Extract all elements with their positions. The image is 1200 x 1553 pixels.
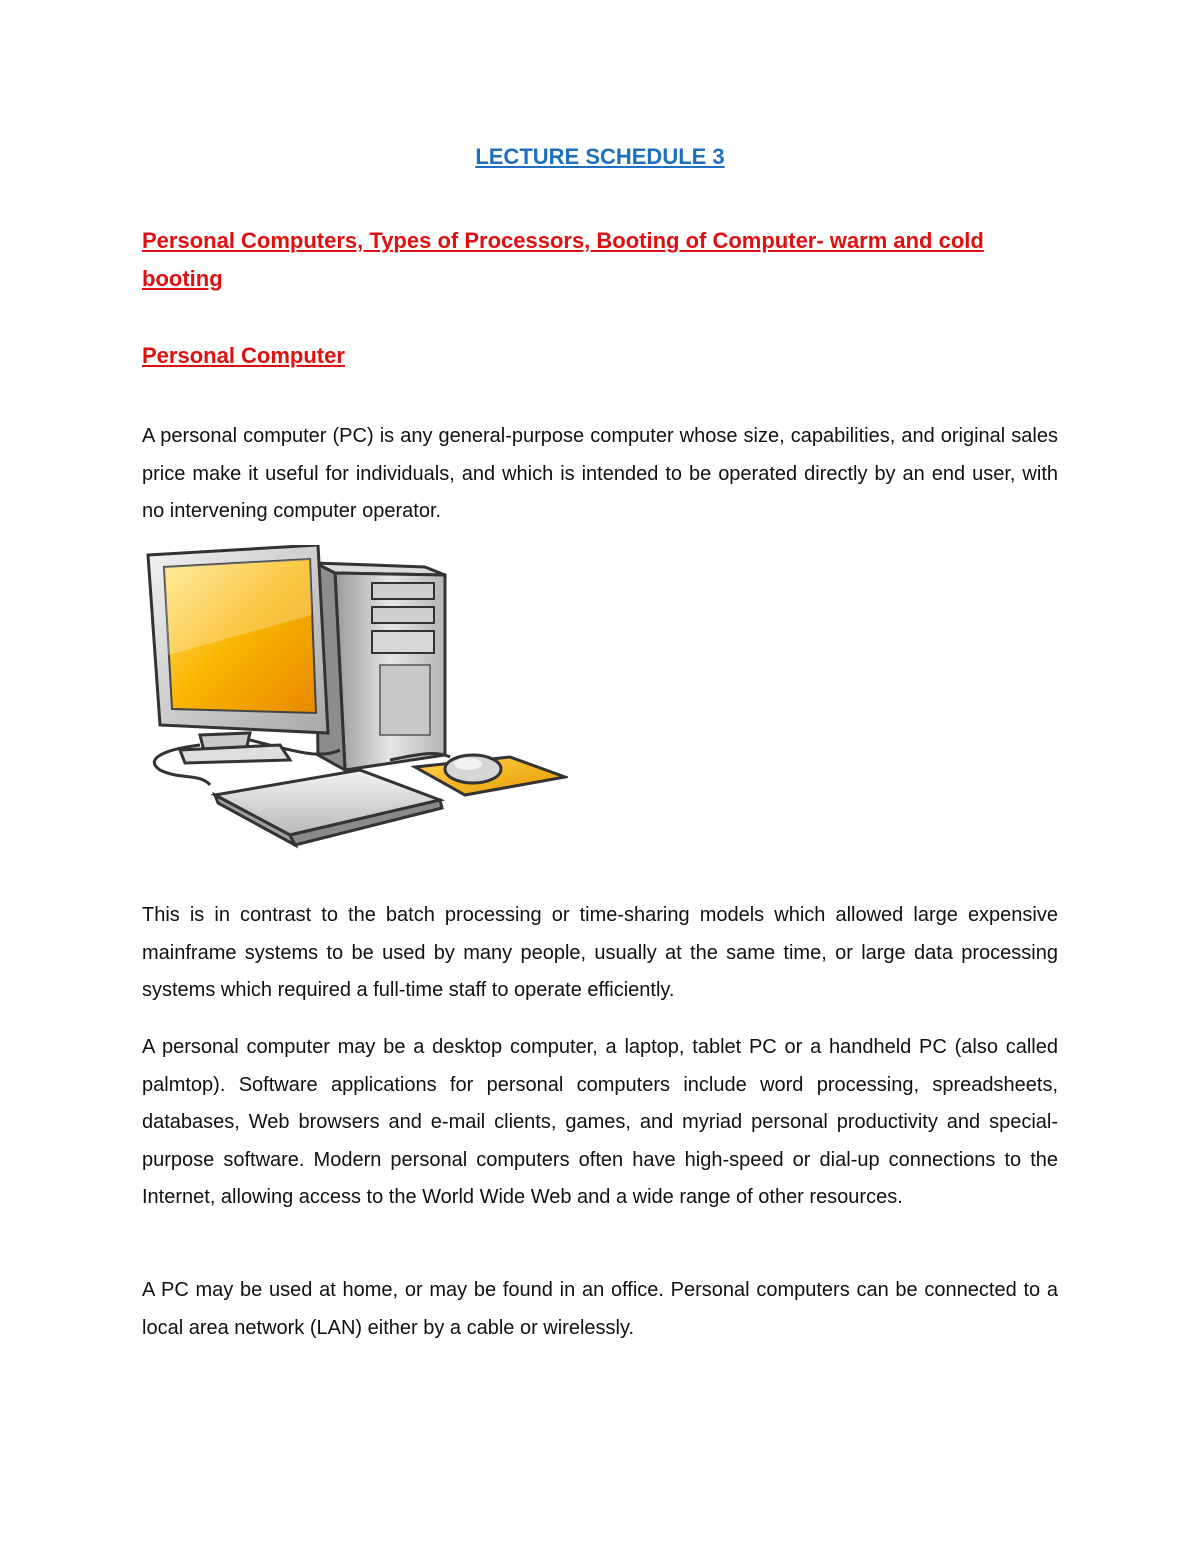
monitor — [148, 545, 328, 733]
paragraph-usage: A PC may be used at home, or may be found in an office. Personal computers can be connected to a local area network (LAN) either by a cable or wirelessly. — [142, 1279, 1058, 1339]
lecture-subtitle: Personal Computers, Types of Processors, Booting of Computer- warm and cold booting — [142, 228, 984, 291]
tower-case — [315, 563, 445, 770]
paragraph-contrast: This is in contrast to the batch processing or time-sharing models which allowed large expensive mainframe systems to be used by many people, usually at the same time, or large data processing systems which required a full-time staff to operate efficiently. — [142, 904, 1058, 1001]
monitor-stand — [180, 733, 290, 763]
section-heading: Personal Computer — [142, 343, 345, 368]
mouse — [445, 755, 501, 783]
paragraph-types: A personal computer may be a desktop computer, a laptop, tablet PC or a handheld PC (also called palmtop). Software applications for personal computers include word processing, spreadsheets, databases, Web browsers and e-mail clients, games, and myriad personal productivity and special-purpose software. Modern personal computers often have high-speed or dial-up connections to the Internet, allowing access to the World Wide Web and a wide range of other resources. — [142, 1036, 1058, 1208]
keyboard — [215, 770, 442, 845]
lecture-title: LECTURE SCHEDULE 3 — [475, 144, 725, 169]
desktop-computer-icon — [140, 545, 568, 850]
paragraph-definition: A personal computer (PC) is any general-purpose computer whose size, capabilities, and original sales price make it useful for individuals, and which is intended to be operated directly by an end user, with no intervening computer operator. — [142, 425, 1058, 522]
